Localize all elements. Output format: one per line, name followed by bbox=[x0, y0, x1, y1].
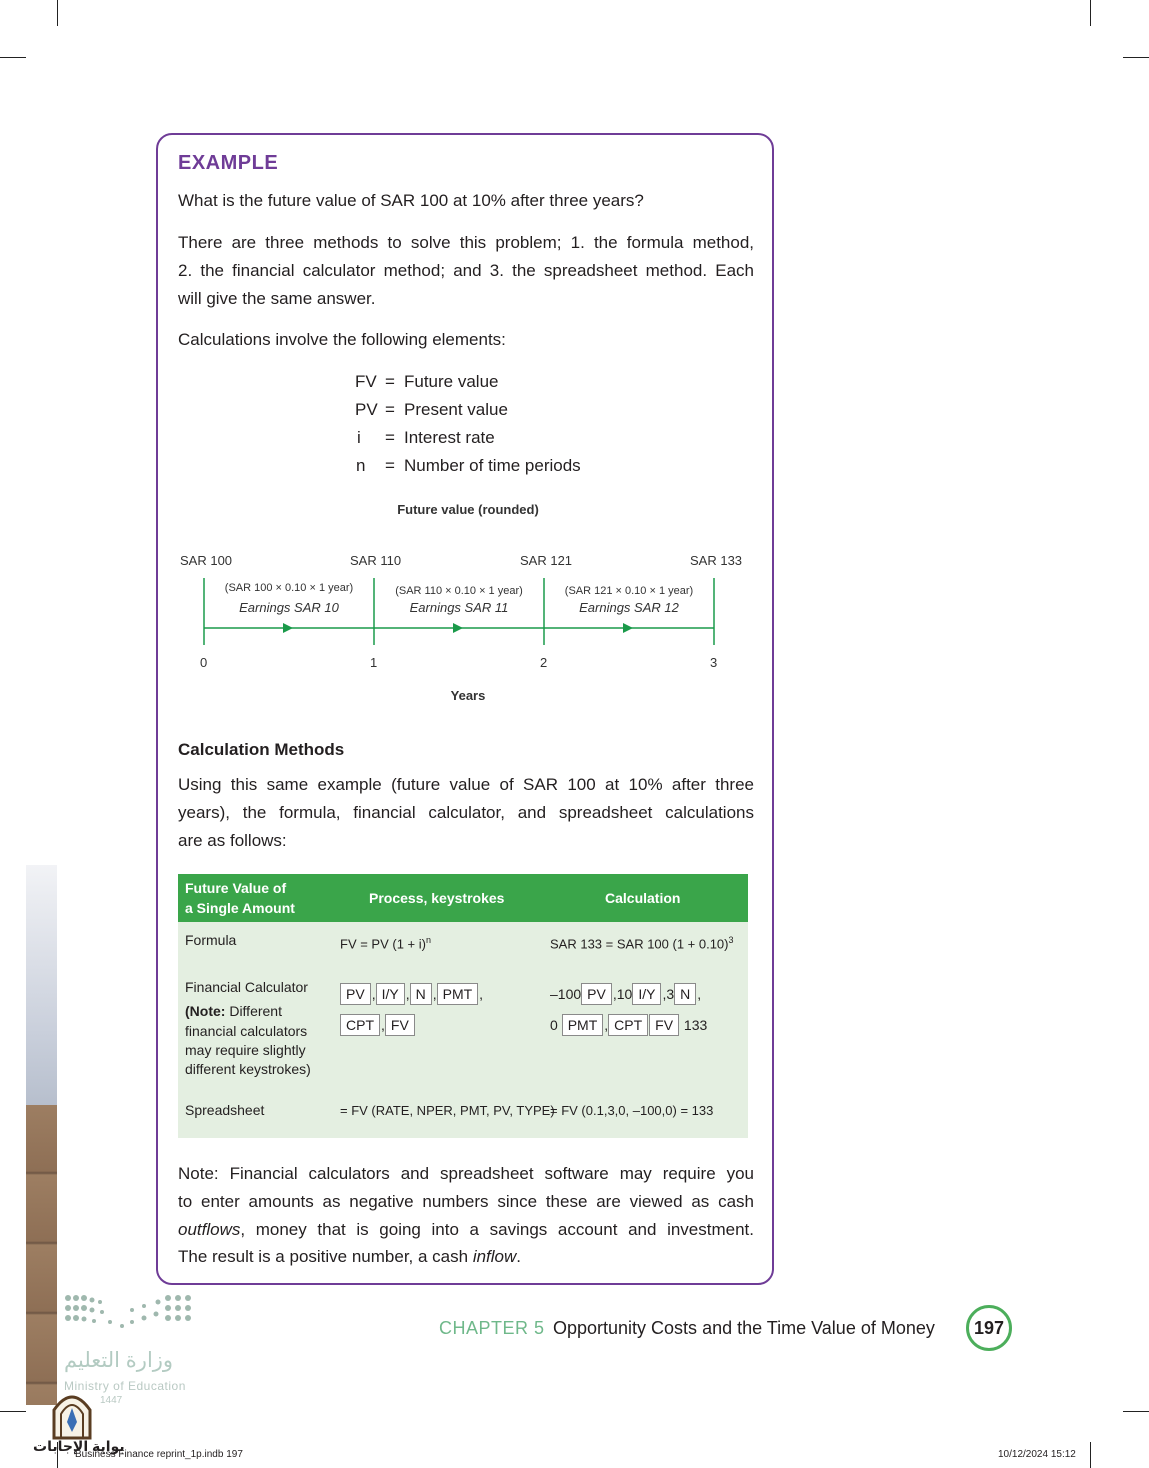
timeline-calc: (SAR 100 × 0.10 × 1 year) bbox=[224, 582, 354, 594]
timeline-value: SAR 133 bbox=[690, 553, 743, 568]
definition-symbol: i bbox=[357, 428, 361, 447]
binding-strip-light bbox=[26, 865, 57, 1105]
table-header-cell: Future Value of bbox=[185, 880, 287, 896]
crop-mark bbox=[1123, 57, 1149, 58]
key-iy: I/Y bbox=[632, 983, 661, 1005]
timeline-arrow bbox=[283, 623, 293, 633]
table-header-cell: Calculation bbox=[605, 890, 681, 906]
timeline-tick-label: 3 bbox=[710, 655, 718, 670]
timeline-tick-label: 2 bbox=[540, 655, 548, 670]
site-logo-icon bbox=[50, 1388, 94, 1440]
formula-calc-exponent: 3 bbox=[728, 935, 734, 945]
timeline-axis-label: Years bbox=[450, 688, 486, 703]
chapter-label: CHAPTER 5 bbox=[439, 1318, 545, 1338]
calc-keystroke-row: 0 PMT , CPT FV 133 bbox=[550, 1014, 707, 1036]
note-italic: outflows bbox=[178, 1220, 241, 1239]
ministry-dots-logo bbox=[62, 1292, 202, 1340]
key-pv: PV bbox=[581, 983, 612, 1005]
note-line: Note: Financial calculators and spreadsheet software may require you bbox=[178, 1164, 754, 1183]
definition-desc: Interest rate bbox=[404, 428, 495, 447]
timeline-earnings: Earnings SAR 10 bbox=[239, 600, 339, 615]
key-fv: FV bbox=[649, 1014, 679, 1036]
binding-strip-brown bbox=[26, 1105, 57, 1405]
definition-desc: Present value bbox=[404, 400, 508, 419]
timeline-arrow bbox=[453, 623, 463, 633]
definition-equals: = bbox=[385, 456, 395, 475]
note-line: to enter amounts as negative numbers since these are viewed as cash bbox=[178, 1192, 754, 1211]
key-fv: FV bbox=[385, 1014, 415, 1036]
calc-value: 3 bbox=[666, 986, 675, 1002]
note-line: may require slightly bbox=[185, 1042, 306, 1058]
site-name: بوابة الإجابات bbox=[33, 1438, 125, 1454]
methods-line: are as follows: bbox=[178, 831, 287, 850]
timeline-value: SAR 100 bbox=[180, 553, 233, 568]
chapter-title: Opportunity Costs and the Time Value of Money bbox=[553, 1318, 935, 1338]
definition-symbol: PV bbox=[355, 400, 378, 419]
key-pv: PV bbox=[340, 983, 371, 1005]
key-iy: I/Y bbox=[376, 983, 405, 1005]
calculator-note bbox=[185, 1002, 282, 1022]
definition-desc: Number of time periods bbox=[404, 456, 581, 475]
timeline-earnings: Earnings SAR 11 bbox=[409, 600, 509, 615]
key-n: N bbox=[410, 983, 432, 1005]
definition-symbol: n bbox=[356, 456, 366, 475]
timeline-graphic bbox=[195, 575, 725, 645]
table-cell-label: Formula bbox=[185, 932, 237, 948]
crop-mark bbox=[0, 1411, 26, 1412]
ministry-arabic: وزارة التعليم bbox=[64, 1349, 174, 1372]
key-pmt: PMT bbox=[437, 983, 479, 1005]
note-text: , money that is going into a savings account and investment. bbox=[240, 1220, 754, 1239]
timeline-value: SAR 110 bbox=[350, 553, 402, 568]
timeline-value: SAR 121 bbox=[520, 553, 573, 568]
note-italic: inflow bbox=[472, 1247, 517, 1266]
note-line: Different bbox=[229, 1003, 282, 1019]
calc-value: 0 bbox=[550, 1017, 558, 1033]
example-question: What is the future value of SAR 100 at 10% after three years? bbox=[178, 191, 644, 210]
note-line: financial calculators bbox=[185, 1023, 308, 1039]
note-line bbox=[178, 1216, 754, 1244]
timeline-arrow bbox=[623, 623, 633, 633]
elements-intro: Calculations involve the following elements: bbox=[178, 330, 506, 349]
table-cell-label: Financial Calculator bbox=[185, 979, 308, 995]
key-cpt: CPT bbox=[608, 1014, 648, 1036]
slug-file: Business Finance reprint_1p.indb 197 bbox=[75, 1449, 243, 1460]
note-text: The result is a positive number, a cash bbox=[178, 1247, 473, 1266]
timeline-title: Future value (rounded) bbox=[397, 502, 539, 517]
timeline-tick-label: 1 bbox=[370, 655, 378, 670]
keystroke-row: PV , I/Y , N , PMT , bbox=[340, 983, 483, 1005]
key-cpt: CPT bbox=[340, 1014, 380, 1036]
note-line: different keystrokes) bbox=[185, 1061, 311, 1077]
definition-equals: = bbox=[385, 372, 395, 391]
methods-line: years), the formula, financial calculator, and spreadsheet calculations bbox=[178, 803, 754, 822]
intro-line: There are three methods to solve this problem; 1. the formula method, bbox=[178, 233, 754, 252]
key-n: N bbox=[674, 983, 696, 1005]
timeline-calc: (SAR 121 × 0.10 × 1 year) bbox=[564, 585, 694, 597]
timeline-calc: (SAR 110 × 0.10 × 1 year) bbox=[395, 585, 523, 597]
page-number: 197 bbox=[966, 1305, 1012, 1351]
definition-equals: = bbox=[385, 400, 395, 419]
table-header bbox=[178, 874, 748, 922]
slug-date: 10/12/2024 15:12 bbox=[998, 1449, 1076, 1460]
ministry-year: 1447 bbox=[100, 1395, 123, 1406]
crop-mark bbox=[1090, 1442, 1091, 1468]
definition-desc: Future value bbox=[404, 372, 499, 391]
crop-mark bbox=[0, 57, 26, 58]
key-pmt: PMT bbox=[562, 1014, 604, 1036]
definition-symbol: FV bbox=[355, 372, 377, 391]
methods-heading: Calculation Methods bbox=[178, 740, 345, 759]
table-cell-process: = FV (RATE, NPER, PMT, PV, TYPE) bbox=[340, 1103, 555, 1118]
keystroke-row: CPT , FV bbox=[340, 1014, 416, 1036]
intro-line: will give the same answer. bbox=[178, 289, 376, 308]
table-cell-calc: = FV (0.1,3,0, –100,0) = 133 bbox=[550, 1103, 714, 1118]
note-text: . bbox=[516, 1247, 522, 1266]
methods-line: Using this same example (future value of SAR 100 at 10% after three bbox=[178, 775, 754, 794]
intro-line: 2. the financial calculator method; and 3. the spreadsheet method. Each bbox=[178, 261, 754, 280]
crop-mark bbox=[57, 0, 58, 26]
table-header-cell: Process, keystrokes bbox=[369, 890, 505, 906]
crop-mark bbox=[1123, 1411, 1149, 1412]
table-header-cell: a Single Amount bbox=[185, 900, 295, 916]
table-cell-process bbox=[340, 931, 431, 954]
ministry-english: Ministry of Education bbox=[64, 1379, 186, 1393]
formula-exponent: n bbox=[425, 935, 431, 945]
calc-keystroke-row: –100 PV ,10 I/Y ,3 N , bbox=[550, 983, 701, 1005]
calc-value: –100 bbox=[550, 986, 582, 1002]
note-bold: (Note: bbox=[185, 1003, 226, 1019]
definition-equals: = bbox=[385, 428, 395, 447]
crop-mark bbox=[1090, 0, 1091, 26]
timeline-tick-label: 0 bbox=[200, 655, 208, 670]
note-line bbox=[178, 1243, 754, 1271]
calculation-table bbox=[178, 874, 748, 1138]
timeline-earnings: Earnings SAR 12 bbox=[579, 600, 679, 615]
calc-result: 133 bbox=[683, 1017, 708, 1033]
calc-value: 10 bbox=[616, 986, 633, 1002]
table-cell-calc bbox=[550, 931, 734, 954]
table-cell-label: Spreadsheet bbox=[185, 1102, 265, 1118]
example-heading: EXAMPLE bbox=[178, 152, 279, 174]
formula-process: FV = PV (1 + i) bbox=[340, 936, 426, 952]
formula-calc: SAR 133 = SAR 100 (1 + 0.10) bbox=[550, 936, 729, 952]
